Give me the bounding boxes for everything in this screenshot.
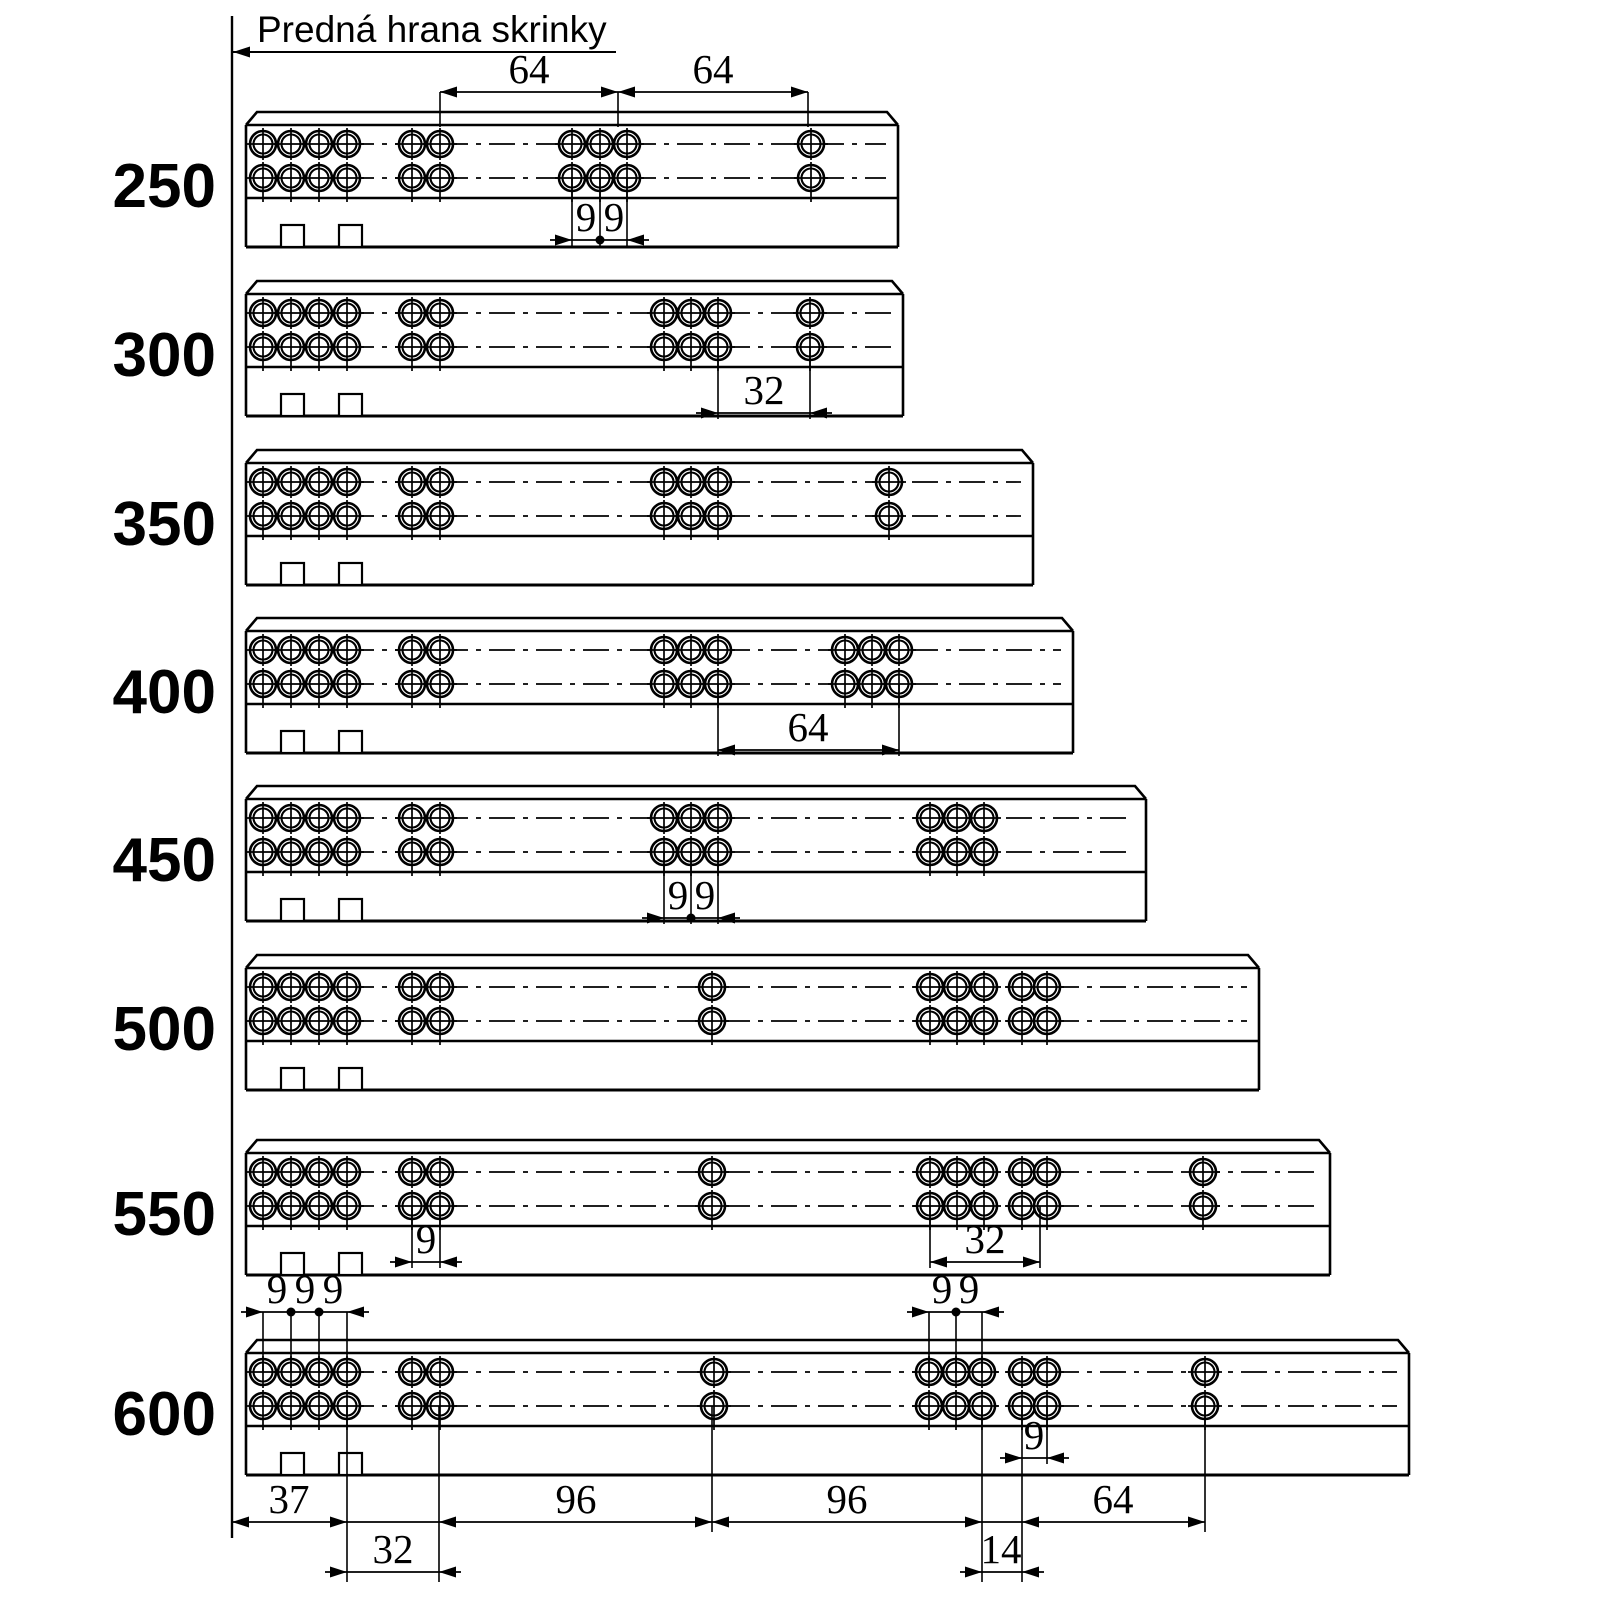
screw-hole — [330, 297, 364, 329]
dimension-text: 37 — [268, 1476, 310, 1522]
screw-hole — [967, 1005, 1001, 1045]
rail-top-bevel — [246, 786, 1146, 799]
screw-hole — [302, 1190, 336, 1230]
screw-hole — [855, 668, 889, 708]
dimension-text: 96 — [555, 1476, 597, 1522]
rail-top-bevel — [246, 112, 898, 125]
screw-hole — [967, 836, 1001, 876]
dimension-text: 9 — [603, 194, 625, 240]
screw-hole — [274, 162, 308, 202]
mounting-tab — [339, 225, 362, 247]
mounting-tab — [339, 1068, 362, 1090]
screw-hole — [695, 1005, 729, 1045]
screw-hole — [647, 668, 681, 708]
rail-length-label: 450 — [112, 826, 216, 895]
rail-length-label: 550 — [112, 1180, 216, 1249]
rail-600 — [113, 1340, 1409, 1475]
rail-length-label: 350 — [112, 490, 216, 559]
screw-hole — [695, 1190, 729, 1230]
dim-bottom-32 — [325, 1526, 461, 1578]
screw-hole — [246, 331, 280, 371]
screw-hole — [423, 836, 457, 876]
screw-hole — [1030, 1356, 1064, 1388]
screw-hole — [330, 162, 364, 202]
screw-hole — [246, 1390, 280, 1430]
screw-hole — [967, 1156, 1001, 1188]
screw-hole — [423, 128, 457, 160]
screw-hole — [674, 500, 708, 540]
dimension-text: 9 — [694, 872, 716, 918]
dim-bottom-14 — [960, 1526, 1044, 1578]
screw-hole — [246, 668, 280, 708]
mounting-tab — [281, 1068, 304, 1090]
screw-hole — [1030, 971, 1064, 1003]
screw-hole — [302, 668, 336, 708]
screw-hole — [274, 1190, 308, 1230]
screw-hole — [695, 971, 729, 1003]
dimension-text: 9 — [931, 1266, 953, 1312]
dimension-text: 32 — [372, 1526, 414, 1572]
screw-hole — [828, 668, 862, 708]
mounting-tab — [281, 394, 304, 416]
screw-hole — [423, 971, 457, 1003]
screw-hole — [330, 668, 364, 708]
dimension-text: 9 — [667, 872, 689, 918]
screw-hole — [1030, 1190, 1064, 1230]
screw-hole — [330, 331, 364, 371]
screw-hole — [423, 802, 457, 834]
dimension-text: 9 — [958, 1266, 980, 1312]
dimension-text: 64 — [508, 46, 550, 92]
screw-hole — [246, 1190, 280, 1230]
mounting-tab — [339, 731, 362, 753]
screw-hole — [246, 162, 280, 202]
rail-length-label: 250 — [112, 152, 216, 221]
screw-hole — [395, 331, 429, 371]
mounting-tab — [281, 731, 304, 753]
dim-600-9-9-9 — [241, 1266, 369, 1372]
dimension-text: 9 — [294, 1266, 316, 1312]
mounting-tab — [281, 899, 304, 921]
dim-550-9 — [390, 1206, 462, 1268]
screw-hole — [330, 802, 364, 834]
screw-hole — [423, 162, 457, 202]
dim-600-9 — [1000, 1406, 1069, 1464]
rail-top-bevel — [246, 1340, 1409, 1353]
screw-hole — [610, 128, 644, 160]
screw-hole — [274, 836, 308, 876]
screw-hole — [423, 668, 457, 708]
dimension-text: 9 — [415, 1216, 437, 1262]
front-edge-label: Predná hrana skrinky — [257, 9, 607, 50]
screw-hole — [423, 500, 457, 540]
screw-hole — [302, 1005, 336, 1045]
screw-hole — [302, 500, 336, 540]
screw-hole — [794, 162, 828, 202]
screw-hole — [793, 297, 827, 329]
rail-250 — [113, 112, 898, 247]
rail-length-label: 500 — [112, 995, 216, 1064]
dimension-text: 9 — [322, 1266, 344, 1312]
screw-hole — [274, 668, 308, 708]
screw-hole — [882, 634, 916, 666]
mounting-tab — [339, 394, 362, 416]
screw-hole — [330, 1156, 364, 1188]
screw-hole — [330, 500, 364, 540]
screw-hole — [872, 466, 906, 498]
screw-hole — [674, 331, 708, 371]
mounting-tab — [281, 563, 304, 585]
rail-top-bevel — [246, 450, 1033, 463]
dimension-text: 14 — [980, 1526, 1022, 1572]
screw-hole — [913, 1005, 947, 1045]
dimension-text: 9 — [575, 194, 597, 240]
screw-hole — [912, 1390, 946, 1430]
screw-hole — [695, 1156, 729, 1188]
screw-hole — [794, 128, 828, 160]
dim-600-9-9 — [907, 1266, 1004, 1372]
rail-top-bevel — [246, 955, 1259, 968]
screw-hole — [701, 466, 735, 498]
dim-250-64-64 — [440, 46, 808, 127]
screw-hole — [395, 1390, 429, 1430]
screw-hole — [302, 162, 336, 202]
screw-hole — [423, 1156, 457, 1188]
screw-hole — [330, 1190, 364, 1230]
screw-hole — [246, 836, 280, 876]
screw-hole — [701, 802, 735, 834]
screw-hole — [395, 836, 429, 876]
dimension-text: 64 — [1092, 1476, 1134, 1522]
screw-hole — [967, 971, 1001, 1003]
mounting-tab — [339, 563, 362, 585]
dimension-text: 96 — [826, 1476, 868, 1522]
mounting-tab — [281, 225, 304, 247]
screw-hole — [246, 1005, 280, 1045]
screw-hole — [674, 668, 708, 708]
screw-hole — [246, 500, 280, 540]
dimension-text: 9 — [1023, 1412, 1045, 1458]
screw-hole — [423, 1356, 457, 1388]
screw-hole — [1030, 1005, 1064, 1045]
rail-length-label: 600 — [112, 1380, 216, 1449]
screw-hole — [423, 466, 457, 498]
screw-hole — [330, 634, 364, 666]
screw-hole — [1186, 1190, 1220, 1230]
screw-hole — [701, 500, 735, 540]
rail-450 — [113, 786, 1146, 921]
rail-400 — [113, 618, 1073, 753]
mounting-tab — [281, 1453, 304, 1475]
screw-hole — [1030, 1156, 1064, 1188]
rail-350 — [113, 450, 1033, 585]
screw-hole — [395, 162, 429, 202]
screw-hole — [940, 1005, 974, 1045]
rail-550 — [113, 1140, 1330, 1275]
screw-hole — [395, 668, 429, 708]
screw-hole — [330, 836, 364, 876]
screw-hole — [330, 466, 364, 498]
rail-top-bevel — [246, 281, 903, 294]
screw-hole — [423, 1005, 457, 1045]
screw-hole — [395, 500, 429, 540]
screw-hole — [423, 331, 457, 371]
screw-hole — [647, 500, 681, 540]
screw-hole — [330, 128, 364, 160]
dimension-text: 32 — [743, 367, 785, 413]
screw-hole — [1186, 1156, 1220, 1188]
screw-hole — [423, 297, 457, 329]
screw-hole — [940, 836, 974, 876]
screw-hole — [872, 500, 906, 540]
screw-hole — [697, 1356, 731, 1388]
screw-hole — [701, 297, 735, 329]
dimension-text: 9 — [266, 1266, 288, 1312]
dimension-text: 64 — [692, 46, 734, 92]
screw-hole — [423, 1390, 457, 1430]
screw-hole — [647, 331, 681, 371]
mounting-tab — [339, 899, 362, 921]
screw-hole — [423, 634, 457, 666]
rail-length-label: 400 — [112, 658, 216, 727]
screw-hole — [274, 500, 308, 540]
screw-hole — [395, 1005, 429, 1045]
screw-hole — [1188, 1356, 1222, 1388]
screw-hole — [330, 971, 364, 1003]
rail-top-bevel — [246, 618, 1073, 631]
screw-hole — [913, 836, 947, 876]
screw-hole — [967, 802, 1001, 834]
dimension-text: 64 — [787, 704, 829, 750]
screw-hole — [697, 1390, 731, 1430]
screw-hole — [330, 1005, 364, 1045]
mounting-tab — [339, 1453, 362, 1475]
screw-hole — [939, 1390, 973, 1430]
dimension-text: 32 — [964, 1216, 1006, 1262]
screw-hole — [274, 1005, 308, 1045]
screw-hole — [302, 836, 336, 876]
rail-top-bevel — [246, 1140, 1330, 1153]
screw-hole — [701, 634, 735, 666]
rail-500 — [113, 955, 1259, 1090]
screw-hole — [302, 331, 336, 371]
screw-hole — [274, 331, 308, 371]
screw-hole — [302, 1390, 336, 1430]
screw-hole — [274, 1390, 308, 1430]
rail-length-label: 300 — [112, 321, 216, 390]
